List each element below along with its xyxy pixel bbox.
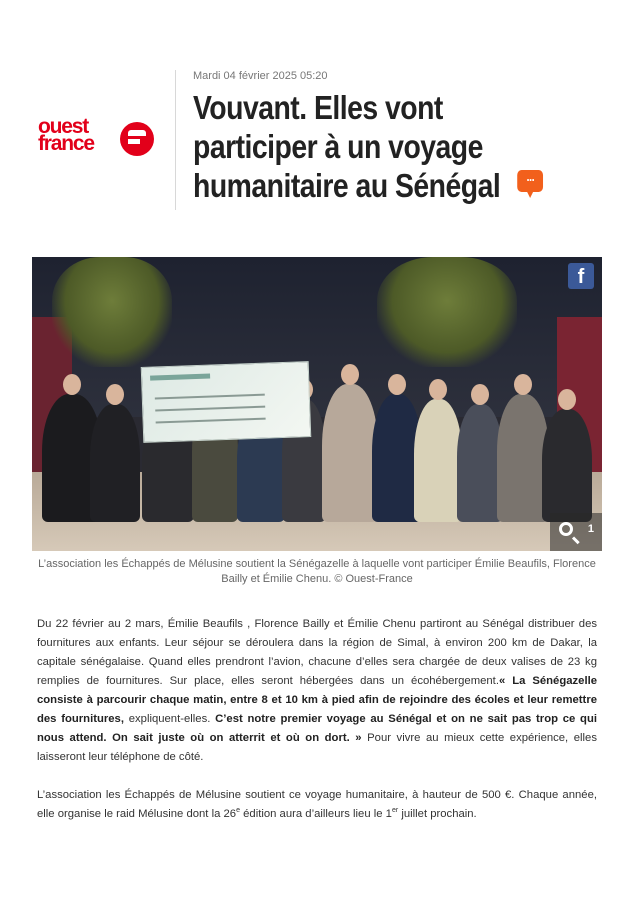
photo-person (90, 404, 140, 522)
photo-person (542, 409, 592, 522)
facebook-glyph: f (577, 266, 585, 288)
logo-line-1: ouest (38, 115, 89, 138)
photo-group-of-people (42, 352, 592, 522)
p1-text-c: expliquent-elles. (123, 713, 216, 725)
article-title-text: Vouvant. Elles vont participer à un voyage humanitaire au Sénégal (193, 89, 501, 204)
photo-person-head (63, 374, 81, 395)
photo-person-head (388, 374, 406, 395)
photo-caption: L’association les Échappés de Mélusine soutient la Sénégazelle à laquelle vont participer Émilie Beaufils, Florence Bailly et Émilie Chenu. © Ouest-France (38, 558, 596, 585)
photo-person-head (471, 384, 489, 405)
photo-person-head (514, 374, 532, 395)
article-photo[interactable] (32, 257, 602, 551)
zoom-button[interactable] (550, 513, 602, 551)
ouest-france-logo[interactable] (38, 115, 156, 158)
p1-text-a: Du 22 février au 2 mars, Émilie Beaufils , Florence Bailly et Émilie Chenu partiront au Sénégal distribuer des fournitures aux enfants. Leur séjour se déroulera dans la région de Simal, à environ 200 km de Dakar, la capitale sénégalaise. Quand elles prendront l’avion, chacune d’elles sera chargée de deux valises de 23 kg remplies de fournitures. Sur place, elles seront hébergées dans un écohébergement. (37, 618, 597, 687)
paragraph-1 (37, 615, 597, 767)
p2-text-a: L’association les Échappés de Mélusine soutient ce voyage humanitaire, à hauteur de 500 €. Chaque année, elle organise le raid Mélusine dont la 26 (37, 789, 597, 820)
article-title (193, 88, 554, 205)
photo-person-head (429, 379, 447, 400)
p1-text-e: Pour vivre au mieux cette expérience, elles laisseront leur téléphone de côté. (37, 732, 597, 763)
photo-person (414, 399, 462, 522)
magnifier-icon (559, 522, 573, 536)
photo-person-head (106, 384, 124, 405)
image-count: 1 (587, 523, 594, 535)
photo-plant-right (377, 257, 517, 367)
logo-mark-icon (120, 122, 154, 156)
logo-wordmark (38, 115, 94, 155)
comment-icon[interactable] (517, 170, 543, 192)
photo-cheque (141, 361, 312, 443)
p2-sup-1: e (236, 807, 240, 814)
facebook-icon[interactable] (568, 263, 594, 289)
p1-quote-1: « La Sénégazelle consiste à parcourir chaque matin, entre 8 et 10 km à pied afin de rejoindre des écoles et leur remettre des fournitures, (37, 675, 598, 725)
p2-sup-2: er (391, 807, 399, 814)
photo-plant-left (52, 257, 172, 367)
p2-text-b: édition aura d’ailleurs lieu le 1 (239, 808, 392, 820)
photo-person-head (558, 389, 576, 410)
article-body (37, 615, 597, 843)
comment-glyph: ... (526, 169, 535, 184)
photo-person (322, 384, 378, 522)
p1-quote-2: C’est notre premier voyage au Sénégal et on ne sait pas trop ce qui nous attend. On sait juste où on atterrit et où on dort. » (37, 713, 597, 744)
paragraph-2 (37, 786, 597, 824)
logo-line-2: france (38, 132, 94, 155)
header-divider (175, 70, 176, 210)
photo-person-head (341, 364, 359, 385)
publication-date: Mardi 04 février 2025 05:20 (193, 70, 328, 82)
p2-text-c: juillet prochain. (398, 808, 477, 820)
